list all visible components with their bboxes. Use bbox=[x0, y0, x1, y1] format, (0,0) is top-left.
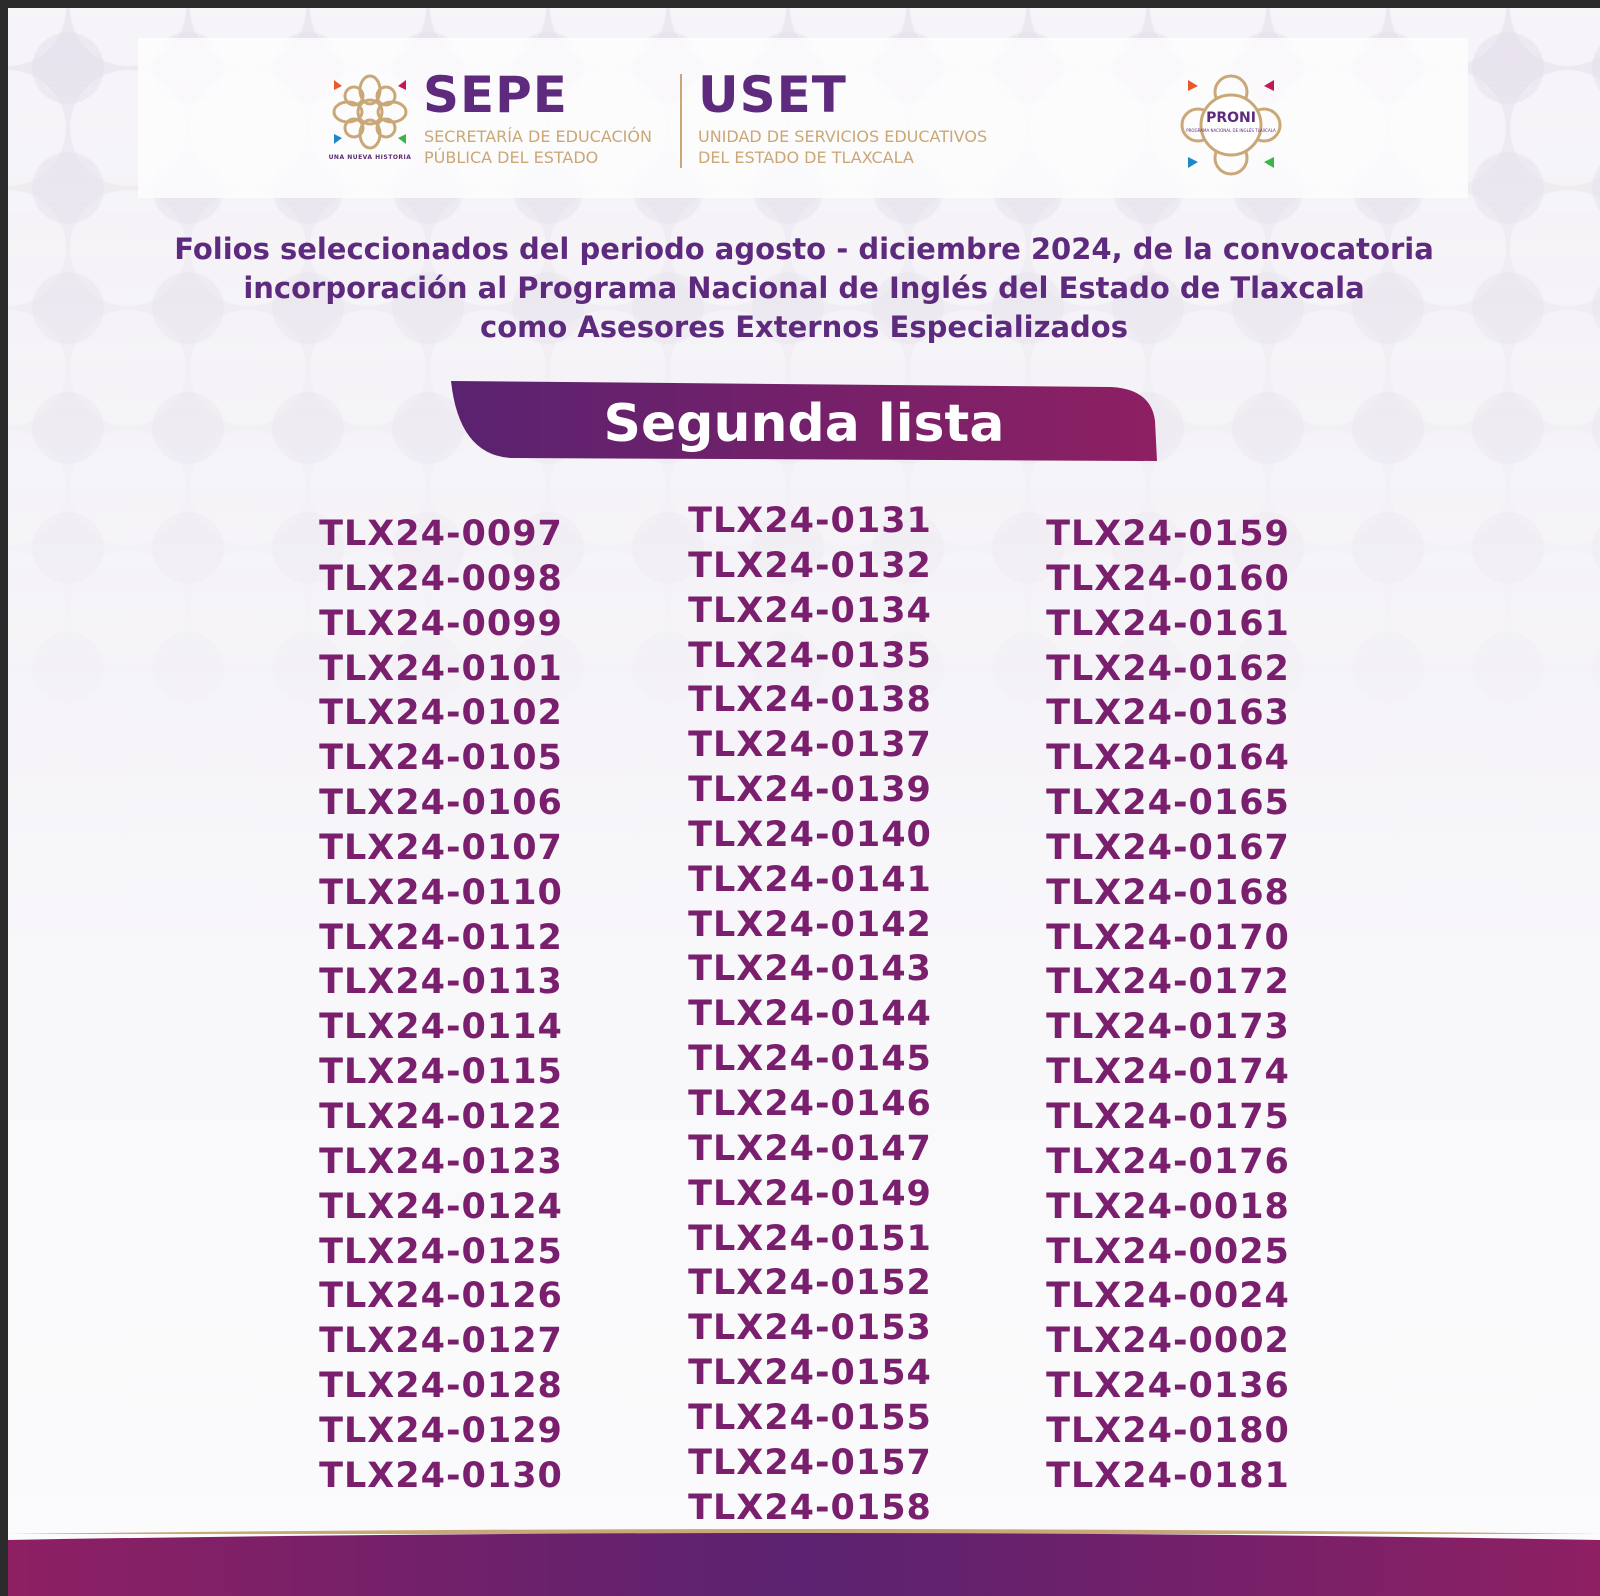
uset-subtitle-line2: DEL ESTADO DE TLAXCALA bbox=[698, 148, 914, 167]
folio-column-1 bbox=[281, 512, 601, 1499]
folio-item: TLX24-0124 bbox=[319, 1186, 563, 1227]
folio-item: TLX24-0114 bbox=[319, 1007, 563, 1048]
folio-item: TLX24-0170 bbox=[1046, 917, 1290, 958]
folio-item: TLX24-0152 bbox=[688, 1263, 932, 1304]
folio-item: TLX24-0167 bbox=[1046, 827, 1290, 868]
folio-item: TLX24-0113 bbox=[319, 962, 563, 1003]
folio-item: TLX24-0134 bbox=[688, 590, 932, 631]
folio-item: TLX24-0164 bbox=[1046, 738, 1290, 779]
folio-item: TLX24-0101 bbox=[319, 648, 563, 689]
folio-item: TLX24-0137 bbox=[688, 725, 932, 766]
folio-item: TLX24-0160 bbox=[1046, 558, 1290, 599]
uset-subtitle-line1: UNIDAD DE SERVICIOS EDUCATIVOS bbox=[698, 127, 988, 146]
folio-item: TLX24-0115 bbox=[319, 1052, 563, 1093]
folio-item: TLX24-0159 bbox=[1046, 514, 1290, 554]
folio-item: TLX24-0136 bbox=[1046, 1366, 1290, 1407]
folio-item: TLX24-0112 bbox=[319, 917, 563, 958]
folio-item: TLX24-0173 bbox=[1046, 1007, 1290, 1048]
uset-subtitle bbox=[698, 126, 987, 168]
folio-item: TLX24-0102 bbox=[319, 693, 563, 734]
folio-item: TLX24-0127 bbox=[319, 1321, 563, 1362]
folio-item: TLX24-0140 bbox=[688, 814, 932, 855]
folio-item: TLX24-0106 bbox=[319, 783, 563, 824]
folio-item: TLX24-0181 bbox=[1046, 1455, 1290, 1496]
folio-item: TLX24-0145 bbox=[688, 1039, 932, 1080]
folio-item: TLX24-0123 bbox=[319, 1141, 563, 1182]
proni-subtitle: PROGRAMA NACIONAL DE INGLÉS TLAXCALA bbox=[1186, 128, 1276, 133]
folio-item: TLX24-0149 bbox=[688, 1173, 932, 1214]
folio-item: TLX24-0175 bbox=[1046, 1096, 1290, 1137]
folio-item: TLX24-0130 bbox=[319, 1455, 563, 1496]
folio-item: TLX24-0098 bbox=[319, 558, 563, 599]
folio-item: TLX24-0129 bbox=[319, 1410, 563, 1451]
folio-item: TLX24-0180 bbox=[1046, 1410, 1290, 1451]
folio-item: TLX24-0018 bbox=[1046, 1186, 1290, 1227]
folio-item: TLX24-0135 bbox=[688, 635, 932, 676]
folio-item: TLX24-0151 bbox=[688, 1218, 932, 1259]
folio-item: TLX24-0172 bbox=[1046, 962, 1290, 1003]
folio-item: TLX24-0122 bbox=[319, 1096, 563, 1137]
folio-item: TLX24-0024 bbox=[1046, 1276, 1290, 1317]
sepe-subtitle-line1: SECRETARÍA DE EDUCACIÓN bbox=[424, 127, 652, 146]
folio-item: TLX24-0176 bbox=[1046, 1141, 1290, 1182]
folio-item: TLX24-0131 bbox=[688, 501, 932, 541]
uset-name: USET bbox=[698, 66, 847, 124]
folio-item: TLX24-0144 bbox=[688, 994, 932, 1035]
folio-item: TLX24-0168 bbox=[1046, 872, 1290, 913]
folio-item: TLX24-0157 bbox=[688, 1442, 932, 1483]
folio-item: TLX24-0161 bbox=[1046, 603, 1290, 644]
folio-item: TLX24-0141 bbox=[688, 859, 932, 900]
folio-item: TLX24-0162 bbox=[1046, 648, 1290, 689]
folio-item: TLX24-0105 bbox=[319, 738, 563, 779]
banner-label: Segunda lista bbox=[603, 394, 1005, 454]
sepe-name: SEPE bbox=[423, 66, 568, 124]
proni-name: PRONI bbox=[1206, 110, 1256, 126]
title-line1: Folios seleccionados del periodo agosto - diciembre 2024, de la convocatoria bbox=[174, 232, 1434, 266]
title-line3: como Asesores Externos Especializados bbox=[480, 310, 1128, 344]
folio-item: TLX24-0107 bbox=[319, 827, 563, 868]
folio-item: TLX24-0025 bbox=[1046, 1231, 1290, 1272]
folio-item: TLX24-0002 bbox=[1046, 1321, 1290, 1362]
folio-item: TLX24-0142 bbox=[688, 904, 932, 945]
sepe-subtitle bbox=[424, 126, 652, 168]
sepe-subtitle-line2: PÚBLICA DEL ESTADO bbox=[424, 148, 599, 167]
folio-item: TLX24-0128 bbox=[319, 1366, 563, 1407]
folio-item: TLX24-0146 bbox=[688, 1083, 932, 1124]
folio-item: TLX24-0132 bbox=[688, 545, 932, 586]
folio-item: TLX24-0110 bbox=[319, 872, 563, 913]
folio-item: TLX24-0154 bbox=[688, 1353, 932, 1394]
folio-item: TLX24-0139 bbox=[688, 770, 932, 811]
sepe-tagline: UNA NUEVA HISTORIA bbox=[328, 154, 412, 161]
folio-item: TLX24-0138 bbox=[688, 680, 932, 721]
folio-item: TLX24-0165 bbox=[1046, 783, 1290, 824]
folio-item: TLX24-0155 bbox=[688, 1397, 932, 1438]
folio-item: TLX24-0125 bbox=[319, 1231, 563, 1272]
folio-item: TLX24-0174 bbox=[1046, 1052, 1290, 1093]
title-line2: incorporación al Programa Nacional de Inglés del Estado de Tlaxcala bbox=[243, 271, 1365, 305]
bottom-band bbox=[8, 1532, 1600, 1596]
folio-item: TLX24-0158 bbox=[688, 1487, 932, 1528]
folio-item: TLX24-0126 bbox=[319, 1276, 563, 1317]
folio-column-2 bbox=[650, 499, 970, 1530]
folio-column-3 bbox=[1008, 512, 1328, 1499]
folio-item: TLX24-0097 bbox=[319, 514, 563, 554]
header-divider bbox=[680, 74, 682, 168]
folio-item: TLX24-0143 bbox=[688, 949, 932, 990]
poster bbox=[8, 8, 1600, 1596]
folio-item: TLX24-0147 bbox=[688, 1128, 932, 1169]
folio-item: TLX24-0153 bbox=[688, 1308, 932, 1349]
page-title bbox=[128, 230, 1480, 347]
folio-item: TLX24-0163 bbox=[1046, 693, 1290, 734]
folio-item: TLX24-0099 bbox=[319, 603, 563, 644]
